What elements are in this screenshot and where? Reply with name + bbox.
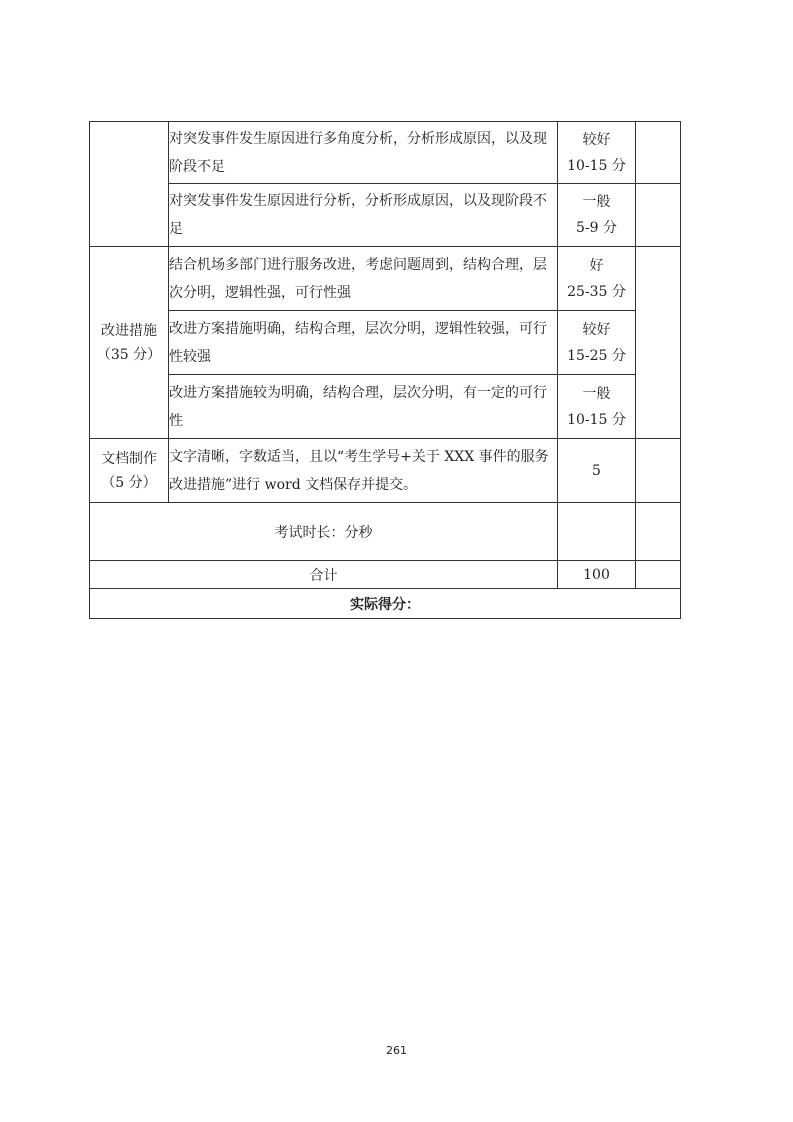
score-level: 一般	[582, 194, 611, 210]
category-document	[90, 439, 169, 503]
actual-score-cell	[636, 439, 681, 503]
score-level-cell	[558, 122, 636, 184]
category-points: （5 分）	[101, 474, 157, 491]
score-range: 10-15 分	[567, 157, 626, 174]
table-row	[90, 375, 681, 439]
score-level: 较好	[582, 131, 611, 148]
category-name: 文档制作	[101, 450, 157, 467]
score-level-cell	[558, 184, 636, 247]
score-level: 好	[589, 257, 604, 274]
score-value: 5	[558, 439, 636, 503]
table-row	[90, 503, 681, 561]
criteria-description: 对突发事件发生原因进行多角度分析，分析形成原因，以及现阶段不足	[169, 122, 558, 184]
scoring-table	[89, 121, 681, 619]
category-cell-empty	[90, 122, 169, 247]
page-number: 261	[386, 1044, 407, 1057]
total-label: 合计	[90, 561, 558, 589]
table-row	[90, 589, 681, 619]
score-range: 15-25 分	[567, 347, 626, 364]
score-range: 5-9 分	[576, 220, 617, 236]
category-points: （35 分）	[96, 346, 162, 363]
score-range: 25-35 分	[567, 283, 626, 300]
table-row	[90, 561, 681, 589]
score-level: 较好	[582, 321, 611, 338]
actual-score-cell	[636, 503, 681, 561]
score-range: 10-15 分	[567, 411, 626, 428]
score-level-cell	[558, 311, 636, 375]
category-improvement	[90, 247, 169, 439]
table-row	[90, 247, 681, 311]
criteria-description: 对突发事件发生原因进行分析，分析形成原因，以及现阶段不足	[169, 184, 558, 247]
criteria-description: 文字清晰，字数适当，且以“考生学号+关于 XXX 事件的服务改进措施”进行 word 文档保存并提交。	[169, 439, 558, 503]
criteria-description: 改进方案措施较为明确，结构合理，层次分明，有一定的可行性	[169, 375, 558, 439]
table-row	[90, 439, 681, 503]
final-score-label: 实际得分：	[90, 589, 681, 619]
table-row	[90, 122, 681, 184]
exam-time: 考试时长：分秒	[90, 503, 558, 561]
actual-score-cell	[636, 247, 681, 439]
total-value: 100	[558, 561, 636, 589]
table-row	[90, 311, 681, 375]
category-name: 改进措施	[101, 322, 157, 339]
actual-score-cell	[636, 122, 681, 184]
criteria-description: 改进方案措施明确，结构合理，层次分明，逻辑性较强，可行性较强	[169, 311, 558, 375]
criteria-description: 结合机场多部门进行服务改进，考虑问题周到，结构合理，层次分明，逻辑性强，可行性强	[169, 247, 558, 311]
actual-score-cell	[636, 184, 681, 247]
actual-score-cell	[636, 561, 681, 589]
score-level-cell	[558, 247, 636, 311]
score-level: 一般	[582, 385, 611, 402]
exam-time-score-cell	[558, 503, 636, 561]
score-level-cell	[558, 375, 636, 439]
table-row	[90, 184, 681, 247]
